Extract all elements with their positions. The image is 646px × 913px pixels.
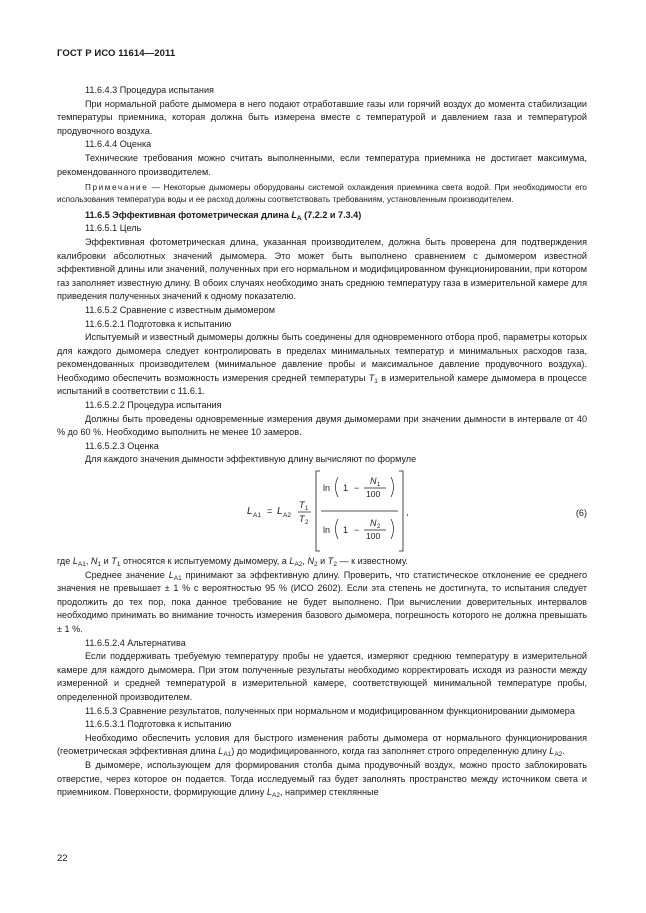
formula-comma: , <box>406 507 409 518</box>
text: где <box>57 556 73 567</box>
paragraph <box>57 569 587 637</box>
formula-6 <box>57 469 587 555</box>
formula-symbol-N: N <box>370 518 377 529</box>
paragraph: Эффективная фотометрическая длина, указанная производителем, должна быть проверена для подтверждения калибровки абсолютных значений дымомера. Это может быть выполнено сравнением с дымомером известной эффективной длины или значений, полученных при его нормальном и модифицированном функционировании, при котором газ заполняет известную длину. В обоих случаях необходимо знать среднюю температуру газа в измерительной камере для приведения полученных значений к одному показателю. <box>57 236 587 302</box>
symbol: N <box>307 556 315 567</box>
formula-symbol-N: N <box>370 476 377 487</box>
subscript: 2 <box>333 561 337 569</box>
section-heading: 11.6.4.3 Процедура испытания <box>85 85 214 95</box>
section-heading: 11.6.5.3.1 Подготовка к испытанию <box>85 719 232 730</box>
page-content <box>57 84 587 800</box>
text: . <box>562 746 565 757</box>
formula-subscript: A1 <box>253 512 261 520</box>
subscript: A2 <box>554 751 563 759</box>
subscript: A1 <box>223 751 232 759</box>
note <box>57 182 587 207</box>
equation-number: (6) <box>575 508 587 519</box>
symbol: T <box>327 556 334 567</box>
symbol: L <box>168 569 174 580</box>
formula-ln: ln <box>323 525 331 536</box>
symbol: L <box>218 746 224 757</box>
formula-ln: ln <box>323 483 331 494</box>
subscript: 1 <box>97 561 102 569</box>
formula-subscript: A2 <box>283 512 291 520</box>
formula-minus: − <box>354 483 360 494</box>
subscript: A2 <box>271 792 280 800</box>
section-heading: 11.6.5.2.1 Подготовка к испытанию <box>85 318 232 329</box>
subscript: A1 <box>173 574 182 582</box>
paragraph: Если поддерживать требуемую температуру пробы не удается, измеряют среднюю температуру в измерительной камере для каждого дымомера. При этом полученные результаты необходимо корректировать исходя из разности между измеренной и средней температурой в измерительной камере, соответствующей минимальной температуре пробы, определенной производителем. <box>57 651 587 702</box>
paragraph <box>57 331 587 399</box>
section-title <box>57 209 587 223</box>
symbol: L <box>549 746 555 757</box>
symbol: T <box>111 556 117 567</box>
formula-symbol-T: T <box>299 514 305 525</box>
formula-hundred: 100 <box>366 489 381 500</box>
text: Испытуемый и известный дымомеры должны быть соединены для одновременного отбора проб, параметры которых для каждого дымомера следует контролировать в пределах минимальных температур и минимальных расходов газа, рекомендованных производителем (минимальное давление пробы и максимальное давление продувочного воздуха). Необходимо обеспечить возможность измерения средней температуры <box>57 332 587 383</box>
section-heading: 11.6.5.1 Цель <box>85 223 142 234</box>
text: — к известному. <box>336 556 408 567</box>
symbol: T <box>368 372 375 383</box>
text: , например стеклянные <box>279 787 379 798</box>
text: В дымомере, использующем для формирования столба дыма продувочный воздух, можно просто заблокировать отверстие, через которое он подается. Тогда исследуемый газ будет заполнять пространство между источником света и приемником. Поверхности, формирующие длину <box>57 759 587 798</box>
paragraph: При нормальной работе дымомера в него подают отработавшие газы или горячий воздух до момента стабилизации температуры приемника, которая должна быть измерена вместе с температурой и давлением газа и температурой продувочного воздуха. <box>57 98 587 136</box>
formula-symbol-T: T <box>299 500 305 511</box>
formula-subscript: 1 <box>377 482 381 489</box>
formula-symbol-L: L <box>277 506 283 518</box>
paragraph: Должны быть проведены одновременные измерения двумя дымомерами при значении дымности в интервале от 40 % до 60 %. Необходимо выполнить не менее 10 замеров. <box>57 413 587 438</box>
formula-subscript: 2 <box>305 520 309 527</box>
formula-symbol-L: L <box>247 506 253 518</box>
text: в измерительной камере дымомера в процессе испытаний в соответствии с 11.6.1. <box>57 372 587 397</box>
paragraph: Для каждого значения дымности эффективную длину вычисляют по формуле <box>85 454 417 465</box>
text: Среднее значение <box>85 569 169 580</box>
subscript: A1 <box>77 561 86 569</box>
text: ) до модифицированного, когда газ заполняет строго определенную длину <box>231 746 550 757</box>
subscript: 2 <box>314 561 318 569</box>
section-title-ref: (7.2.2 и 7.3.4) <box>301 209 362 220</box>
formula-one: 1 <box>343 483 349 494</box>
symbol: L <box>291 209 297 220</box>
page-header: ГОСТ Р ИСО 11614—2011 <box>57 48 176 59</box>
section-heading: 11.6.5.2.4 Альтернатива <box>85 637 186 648</box>
paragraph <box>57 732 587 759</box>
section-heading: 11.6.4.4 Оценка <box>85 139 152 150</box>
symbol: L <box>72 556 78 567</box>
formula-one: 1 <box>343 525 349 536</box>
text: относятся к испытуемому дымомеру, а <box>120 556 290 567</box>
formula-minus: − <box>354 525 360 536</box>
formula-equals: = <box>267 506 273 517</box>
symbol: N <box>90 556 98 567</box>
text: принимают за эффективную длину. Проверить, что статистическое отклонение ее среднего значения не превышает ± 1 % с вероятностью 95 % (ИСО 2602). Если эта степень не достигнута, то испытания следует продолжить до тех пор, пока данное требование не будет выполнено. При вычислении доверительных интервалов необходимо принимать во внимание точность измерения базового дымомера, погрешность которого не должна превышать ± 1 %. <box>57 569 587 634</box>
subscript: 1 <box>374 377 378 385</box>
section-heading: 11.6.5.2.2 Процедура испытания <box>85 400 222 411</box>
text: , <box>302 556 308 567</box>
note-text: — Некоторые дымомеры оборудованы системой охлаждения приемника света водой. При необходимости его использования температура воды и ее расход должны соответствовать требованиям, установленным производителем. <box>57 183 587 205</box>
subscript: A2 <box>294 561 303 569</box>
paragraph: Технические требования можно считать выполненными, если температура приемника не достигает максимума, рекомендованного производителем. <box>57 152 587 177</box>
formula-svg <box>57 469 587 555</box>
formula-hundred: 100 <box>366 531 381 542</box>
text: и <box>317 556 328 567</box>
paragraph <box>57 759 587 800</box>
section-heading: 11.6.5.2 Сравнение с известным дымомером <box>85 304 275 315</box>
text: , <box>85 556 91 567</box>
formula-subscript: 2 <box>377 524 381 531</box>
text: и <box>101 556 112 567</box>
subscript: A <box>296 214 302 222</box>
section-heading: 11.6.5.3 Сравнение результатов, полученных при нормальном и модифицированном функционировании дымомера <box>85 705 575 716</box>
formula-subscript: 1 <box>305 506 309 513</box>
section-title-text: 11.6.5 Эффективная фотометрическая длина <box>85 209 292 220</box>
page-number: 22 <box>57 853 68 864</box>
text: Необходимо обеспечить условия для быстрого изменения работы дымомера от нормального функционирования (геометрическая эффективная длина <box>57 732 587 757</box>
symbol: L <box>289 556 295 567</box>
formula-explanation <box>57 555 587 569</box>
section-heading: 11.6.5.2.3 Оценка <box>85 440 159 451</box>
symbol: L <box>266 787 272 798</box>
subscript: 1 <box>116 561 121 569</box>
note-label: Примечание <box>85 183 149 193</box>
